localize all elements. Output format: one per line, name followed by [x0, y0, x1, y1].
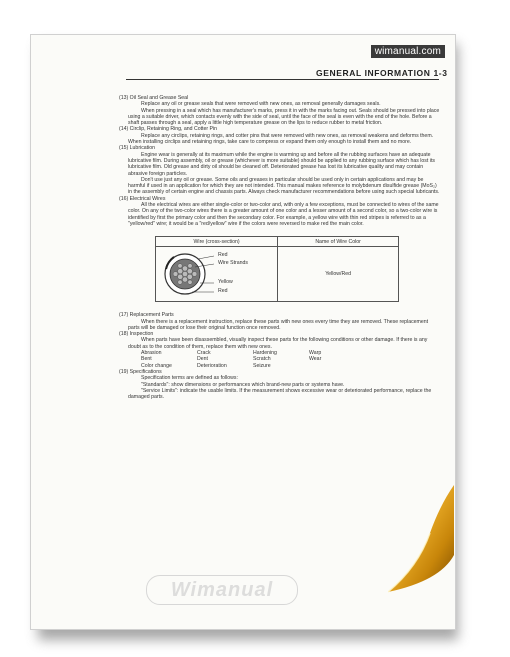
header-rule: [126, 79, 439, 80]
condition: [309, 363, 365, 369]
condition: Wear: [309, 356, 322, 363]
wire-cross-section-diagram: [162, 251, 222, 297]
condition: Abrasion: [141, 350, 162, 357]
table-header-wire: Wire (cross-section): [156, 237, 278, 247]
watermark-top: wimanual.com: [371, 45, 445, 58]
paragraph: All the electrical wires are either single-color or two-color and, with only a few exceptions, must be connected to wires of the same color. On any of the two-color wires there is a greater amount of one color and a lesser amount of a second color, so a two-color wire is identified by first the primary color and then the secondary color. For example, a yellow wire with thin red stripes is referred to as a "yellow/red" wire; it would be a "red/yellow" wire if the colors were reversed to make red the main color.: [128, 202, 439, 227]
page-body: [119, 95, 441, 400]
paragraph: "Standards": show dimensions or performances which brand-new parts or systems have.: [141, 381, 345, 388]
section-title: (16) Electrical Wires: [119, 195, 166, 202]
wire-diagram-cell: [156, 247, 278, 302]
paragraph: "Service Limits": indicate the usable limits. If the measurement shows excessive wear or deteriorated performance, replace the damaged parts.: [128, 387, 432, 401]
paragraph: Engine wear is generally at its maximum while the engine is warming up and before all the rubbing surfaces have an adequate lubricative film. During assembly, oil or grease (whichever is more suitable) should be applied to any rubbing surface which has lost its lubricative film. Old grease and dirty oil should be cleaned off. Deteriorated grease has lost its lubricative quality and may contain abrasive foreign particles.: [128, 151, 435, 177]
table-header-color: Name of Wire Color: [278, 237, 399, 247]
paragraph: Specification terms are defined as follows:: [141, 375, 238, 382]
condition: Bent: [141, 356, 152, 363]
condition: Hardening: [253, 350, 277, 357]
paragraph: Don't use just any oil or grease. Some oils and greases in particular should be used only in certain applications and may be harmful if used in an application for which they are not intended. This manual makes reference to molybdenum disulfide grease (MoS₂) in the assembly of certain engine and chassis parts. Always check manufacturer recommendations before using such special lubricants.: [128, 176, 440, 196]
paragraph: Replace any circlips, retaining rings, and cotter pins that were removed with new ones, as removal weakens and deforms them. When installing circlips and retaining rings, take care to compress or expand them only enough to install them and no more.: [128, 132, 434, 146]
section-title: (18) Inspection: [119, 331, 154, 338]
page-curl-icon: [388, 485, 460, 595]
wire-label-yellow: Yellow: [218, 279, 233, 286]
inspection-conditions: [119, 350, 441, 369]
wire-label-red-2: Red: [218, 288, 228, 295]
condition: Deterioration: [197, 362, 227, 369]
wire-label-red: Red: [218, 252, 228, 259]
section-title: (15) Lubrication: [119, 145, 156, 152]
wire-label-strands: Wire Strands: [218, 260, 248, 267]
condition: Seizure: [253, 362, 271, 369]
section-title: (19) Specifications: [119, 368, 162, 375]
condition: Crack: [197, 350, 211, 357]
paragraph: When pressing in a seal which has manufacturer's marks, press it in with the marks facing out. Seals should be pressed into place using a suitable driver, which contacts evenly with the side of seal, until the face of the seal is even with the end of the hole. Before a shaft passes through a seal, apply a little high temperature grease on the lips to reduce rubber to metal friction.: [128, 107, 440, 127]
watermark-bottom-logo: Wimanual: [146, 575, 298, 605]
condition: Dent: [197, 356, 208, 363]
paragraph: Replace any oil or grease seals that were removed with new ones, as removal generally damages seals.: [141, 101, 381, 108]
paragraph: When there is a replacement instruction, replace these parts with new ones every time they are removed. These replacement parts will be damaged or lose their original function once removed.: [128, 318, 429, 331]
section-title: (13) Oil Seal and Grease Seal: [119, 95, 189, 101]
page-header: GENERAL INFORMATION 1-3: [316, 68, 448, 78]
paragraph: When parts have been disassembled, visually inspect these parts for the following conditions or other damage. If there is any doubt as to the condition of them, replace them with new ones.: [128, 337, 428, 350]
condition: Color change: [141, 362, 172, 369]
wire-color-name: Yellow/Red: [278, 247, 399, 302]
section-title: (14) Circlip, Retaining Ring, and Cotter Pin: [119, 126, 218, 133]
wire-color-table: [155, 236, 399, 302]
condition: Scratch: [253, 356, 271, 363]
section-title: (17) Replacement Parts: [119, 312, 174, 319]
condition: Warp: [309, 350, 322, 357]
